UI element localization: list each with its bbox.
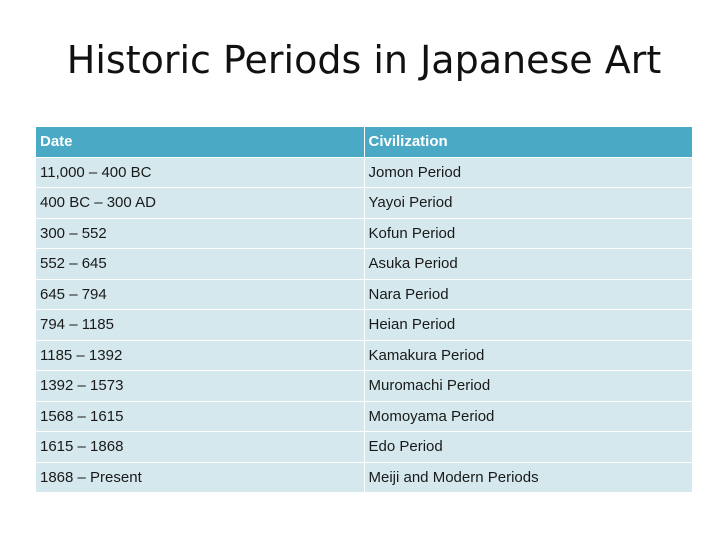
civilization-cell: Heian Period — [364, 310, 692, 341]
periods-table — [36, 127, 692, 493]
date-cell: 1392 – 1573 — [36, 371, 364, 402]
table-row — [36, 340, 692, 371]
table-row — [36, 462, 692, 493]
table-row — [36, 279, 692, 310]
civilization-cell: Jomon Period — [364, 157, 692, 188]
table-row — [36, 432, 692, 463]
date-cell: 1615 – 1868 — [36, 432, 364, 463]
civilization-cell: Edo Period — [364, 432, 692, 463]
civilization-cell: Yayoi Period — [364, 188, 692, 219]
table-row — [36, 310, 692, 341]
slide-title: Historic Periods in Japanese Art — [66, 38, 662, 82]
table-row — [36, 218, 692, 249]
date-cell: 794 – 1185 — [36, 310, 364, 341]
date-cell: 1568 – 1615 — [36, 401, 364, 432]
table-row — [36, 188, 692, 219]
column-header-civilization: Civilization — [364, 127, 692, 157]
date-cell: 1868 – Present — [36, 462, 364, 493]
civilization-cell: Asuka Period — [364, 249, 692, 280]
date-cell: 645 – 794 — [36, 279, 364, 310]
column-header-date: Date — [36, 127, 364, 157]
date-cell: 400 BC – 300 AD — [36, 188, 364, 219]
civilization-cell: Momoyama Period — [364, 401, 692, 432]
civilization-cell: Kamakura Period — [364, 340, 692, 371]
table-row — [36, 157, 692, 188]
civilization-cell: Meiji and Modern Periods — [364, 462, 692, 493]
civilization-cell: Kofun Period — [364, 218, 692, 249]
date-cell: 300 – 552 — [36, 218, 364, 249]
table-header-row — [36, 127, 692, 157]
date-cell: 11,000 – 400 BC — [36, 157, 364, 188]
date-cell: 552 – 645 — [36, 249, 364, 280]
civilization-cell: Nara Period — [364, 279, 692, 310]
table-row — [36, 249, 692, 280]
date-cell: 1185 – 1392 — [36, 340, 364, 371]
table-row — [36, 401, 692, 432]
table-row — [36, 371, 692, 402]
civilization-cell: Muromachi Period — [364, 371, 692, 402]
